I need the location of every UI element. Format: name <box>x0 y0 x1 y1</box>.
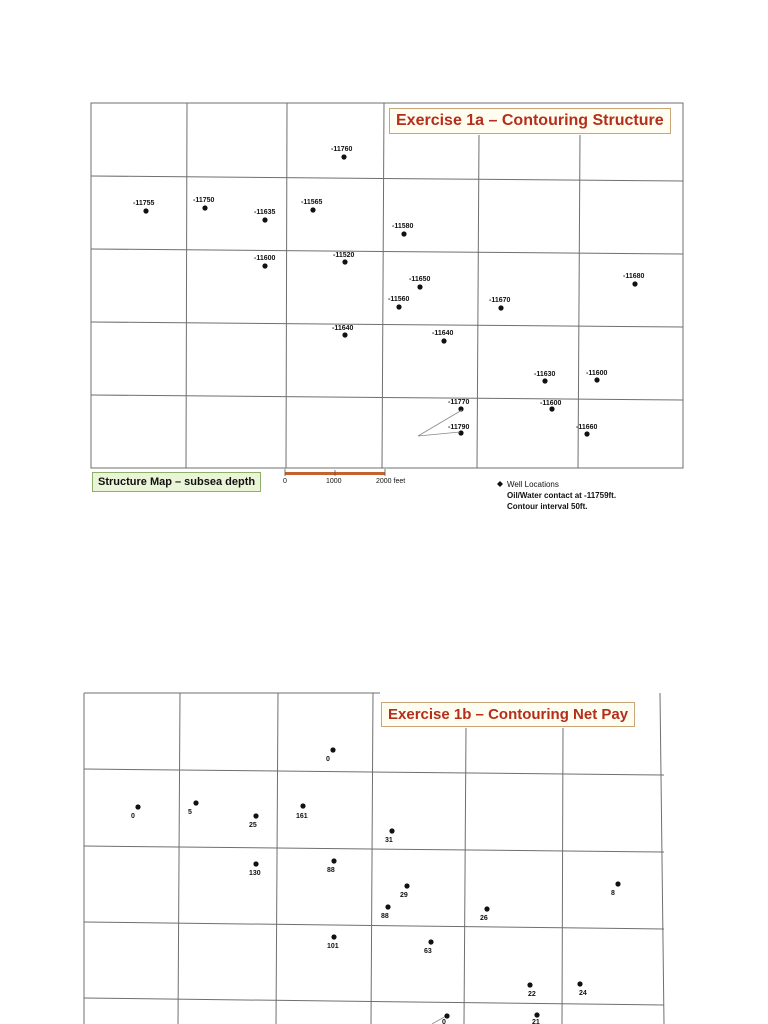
structure-well-dot <box>342 259 347 264</box>
structure-well-dot <box>342 332 347 337</box>
netpay-well-label: 63 <box>424 948 432 955</box>
netpay-well-label: 22 <box>528 991 536 998</box>
structure-well-label: -11560 <box>388 296 410 303</box>
structure-well-dot <box>262 263 267 268</box>
structure-well-dot <box>262 217 267 222</box>
structure-well-label: -11770 <box>448 399 470 406</box>
scale-label-1000: 1000 <box>326 478 342 485</box>
structure-well-label: -11600 <box>254 255 276 262</box>
exercise-1b-title: Exercise 1b – Contouring Net Pay <box>381 702 635 727</box>
structure-well-dot <box>143 208 148 213</box>
legend-well-locations: Well Locations <box>507 480 559 489</box>
netpay-well-dot <box>527 982 532 987</box>
netpay-well-label: 0 <box>326 756 330 763</box>
scale-label-0: 0 <box>283 478 287 485</box>
netpay-well-label: 130 <box>249 870 261 877</box>
netpay-well-dot <box>484 906 489 911</box>
netpay-well-label: 25 <box>249 822 257 829</box>
netpay-well-dot <box>253 861 258 866</box>
well-location-symbol-icon <box>497 481 503 487</box>
netpay-well-dot <box>330 747 335 752</box>
netpay-well-label: 88 <box>381 913 389 920</box>
structure-well-label: -11630 <box>534 371 556 378</box>
structure-well-label: -11680 <box>623 273 645 280</box>
netpay-well-label: 88 <box>327 867 335 874</box>
netpay-well-dot <box>534 1012 539 1017</box>
structure-well-label: -11565 <box>301 199 323 206</box>
structure-well-label: -11580 <box>392 223 414 230</box>
netpay-well-label: 21 <box>532 1019 540 1024</box>
netpay-well-label: 0 <box>442 1019 446 1024</box>
structure-well-label: -11660 <box>576 424 598 431</box>
structure-well-dot <box>202 205 207 210</box>
structure-well-dot <box>498 305 503 310</box>
structure-well-dot <box>549 406 554 411</box>
netpay-well-dot <box>193 800 198 805</box>
structure-well-label: -11640 <box>332 325 354 332</box>
structure-well-dot <box>441 338 446 343</box>
netpay-well-label: 0 <box>131 813 135 820</box>
netpay-well-dot <box>615 881 620 886</box>
structure-well-label: -11790 <box>448 424 470 431</box>
structure-well-dot <box>396 304 401 309</box>
scale-label-2000: 2000 feet <box>376 478 406 485</box>
netpay-well-label: 161 <box>296 813 308 820</box>
structure-well-label: -11670 <box>489 297 511 304</box>
netpay-well-label: 8 <box>611 890 615 897</box>
structure-well-dot <box>310 207 315 212</box>
netpay-well-label: 29 <box>400 892 408 899</box>
netpay-well-dot <box>404 883 409 888</box>
structure-well-dot <box>341 154 346 159</box>
netpay-well-dot <box>300 803 305 808</box>
structure-well-label: -11635 <box>254 209 276 216</box>
netpay-well-dot <box>135 804 140 809</box>
netpay-well-dot <box>331 858 336 863</box>
netpay-well-dot <box>331 934 336 939</box>
structure-well-label: -11755 <box>133 200 155 207</box>
structure-well-dot <box>458 430 463 435</box>
structure-well-label: -11520 <box>333 252 355 259</box>
netpay-well-dot <box>253 813 258 818</box>
map-legend <box>507 479 616 512</box>
structure-well-label: -11600 <box>586 370 608 377</box>
structure-map-caption: Structure Map – subsea depth <box>92 472 261 492</box>
netpay-well-label: 5 <box>188 809 192 816</box>
structure-well-label: -11640 <box>432 330 454 337</box>
fault-trace <box>418 410 462 436</box>
structure-well-dot <box>594 377 599 382</box>
netpay-well-label: 26 <box>480 915 488 922</box>
legend-owc: Oil/Water contact at -11759ft. <box>507 491 617 500</box>
netpay-well-label: 101 <box>327 943 339 950</box>
structure-well-dot <box>632 281 637 286</box>
netpay-well-dot <box>577 981 582 986</box>
netpay-well-dot <box>444 1013 449 1018</box>
netpay-well-dot <box>389 828 394 833</box>
structure-well-label: -11760 <box>331 146 353 153</box>
netpay-well-label: 24 <box>579 990 587 997</box>
legend-contour-interval: Contour interval 50ft. <box>507 502 588 511</box>
netpay-well-dot <box>385 904 390 909</box>
structure-well-dot <box>417 284 422 289</box>
structure-well-label: -11650 <box>409 276 431 283</box>
structure-well-dot <box>584 431 589 436</box>
structure-well-label: -11750 <box>193 197 215 204</box>
exercise-1a-title: Exercise 1a – Contouring Structure <box>389 108 671 134</box>
netpay-well-dot <box>428 939 433 944</box>
netpay-well-label: 31 <box>385 837 393 844</box>
structure-well-dot <box>401 231 406 236</box>
structure-well-label: -11600 <box>540 400 562 407</box>
structure-well-dot <box>542 378 547 383</box>
scale-bar <box>285 469 385 476</box>
